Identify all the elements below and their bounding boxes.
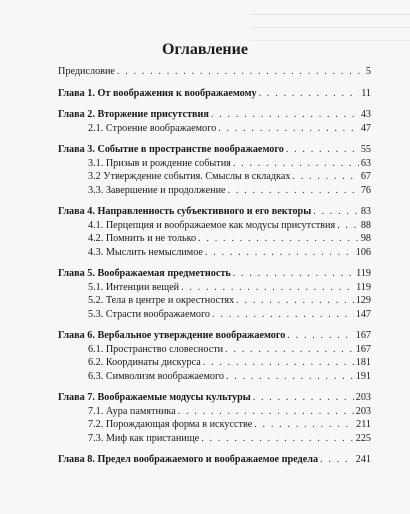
dot-leader <box>203 356 354 370</box>
toc-page-number: 83 <box>360 206 371 217</box>
toc-entry-title: Глава 2. Вторжение присутствия <box>58 109 209 120</box>
toc-entry-title: 2.1. Строение воображаемого <box>88 122 217 134</box>
toc-entry-title: 3.3. Завершение и продолжение <box>88 184 226 196</box>
toc-entry-title: 6.2. Координаты дискурса <box>88 357 201 368</box>
toc-entry-title: 5.3. Страсти воображаемого <box>88 308 211 320</box>
toc-entry-title: Глава 3. Событие в пространстве воображаемого <box>58 144 284 155</box>
toc-page-number: 106 <box>355 246 371 258</box>
toc-entry-title: 7.2. Порождающая форма в искусстве <box>88 419 253 430</box>
toc-page-number: 119 <box>356 281 371 293</box>
toc-entry-title: 3.2 Утверждение события. Смыслы в складках <box>88 171 291 182</box>
dot-leader <box>198 232 359 246</box>
toc-section-entry <box>58 294 371 308</box>
toc-section-entry <box>58 405 371 419</box>
toc-entry-title: Предисловие <box>58 66 115 77</box>
dot-leader <box>205 246 354 260</box>
toc-page-number: 241 <box>355 454 371 465</box>
toc-section-entry <box>58 122 371 136</box>
toc-entry-title: Глава 5. Воображаемая предметность <box>58 268 231 279</box>
toc-page-number: 55 <box>360 144 371 155</box>
toc-page-number: 119 <box>356 268 371 279</box>
toc-section-entry <box>58 281 371 295</box>
dot-leader <box>287 329 353 343</box>
toc-page-number: 63 <box>360 157 371 169</box>
toc-entry-title: 4.1. Перцепция и воображаемое как модусы присутствия <box>88 219 336 231</box>
dot-leader <box>292 170 358 184</box>
toc-entry-title: 7.1. Аура памятника <box>88 405 176 417</box>
toc-entry-title: 5.2. Тела в центре и окрестностях <box>88 295 235 306</box>
toc-section-entry <box>58 232 371 246</box>
toc-page-number: 129 <box>355 295 371 306</box>
toc-page-number: 181 <box>355 357 371 368</box>
toc-entry-title: 3.1. Призыв и рождение события <box>88 157 231 169</box>
toc-chapter-entry <box>58 205 371 219</box>
toc-chapter-entry <box>58 267 371 281</box>
dot-leader <box>337 219 359 233</box>
toc-section-entry <box>58 219 371 233</box>
toc-section-entry <box>58 184 371 198</box>
toc-page-number: 67 <box>360 171 371 182</box>
toc-section-entry <box>58 370 371 384</box>
toc-entry-title: 7.3. Миф как пристанище <box>88 432 200 444</box>
dot-leader <box>225 343 354 357</box>
toc-page-number: 191 <box>355 370 371 382</box>
toc-entry-title: Глава 1. От воображения к воображаемому <box>58 87 257 99</box>
toc-page-number: 203 <box>355 392 371 403</box>
toc-entry-title: 4.3. Мыслить немыслимое <box>88 246 203 258</box>
page-title: Оглавление <box>162 40 248 58</box>
toc-section-entry <box>58 343 371 357</box>
dot-leader <box>117 65 364 79</box>
dot-leader <box>313 205 359 219</box>
toc-section-entry <box>58 246 371 260</box>
toc-page-number: 47 <box>360 122 371 134</box>
toc-page-number: 167 <box>355 343 371 355</box>
toc-page-number: 147 <box>355 308 371 320</box>
toc-section-entry <box>58 170 371 184</box>
toc-section-entry <box>58 356 371 370</box>
toc-page-number: 76 <box>360 184 371 196</box>
toc-chapter-entry <box>58 391 371 405</box>
dot-leader <box>178 405 354 419</box>
toc-entry-title: Глава 7. Воображаемые модусы культуры <box>58 392 251 403</box>
dot-leader <box>233 157 359 171</box>
toc-page-number: 225 <box>355 432 371 444</box>
table-of-contents <box>58 65 371 467</box>
toc-section-entry <box>58 418 371 432</box>
toc-chapter-entry <box>58 87 371 101</box>
dot-leader <box>286 143 359 157</box>
toc-chapter-entry <box>58 143 371 157</box>
dot-leader <box>253 391 354 405</box>
dot-leader <box>181 281 354 295</box>
toc-section-entry <box>58 308 371 322</box>
dot-leader <box>201 432 354 446</box>
toc-page-number: 203 <box>355 405 371 417</box>
toc-entry-title: 4.2. Помнить и не только <box>88 233 197 244</box>
dot-leader <box>211 108 359 122</box>
toc-page-number: 167 <box>355 330 371 341</box>
toc-page-number: 98 <box>360 233 371 244</box>
dot-leader <box>218 122 359 136</box>
dot-leader <box>259 87 360 101</box>
dot-leader <box>233 267 354 281</box>
toc-page-number: 211 <box>356 419 371 430</box>
toc-page-number: 43 <box>360 109 371 120</box>
toc-chapter-entry <box>58 453 371 467</box>
toc-entry-title: Глава 8. Предел воображаемого и воображаемое предела <box>58 454 319 465</box>
toc-page-number: 88 <box>360 219 371 231</box>
dot-leader <box>228 184 359 198</box>
toc-chapter-entry <box>58 329 371 343</box>
toc-entry-title: 5.1. Интенции вещей <box>88 281 180 293</box>
dot-leader <box>320 453 354 467</box>
dot-leader <box>236 294 354 308</box>
dot-leader <box>212 308 354 322</box>
toc-page-number: 11 <box>361 87 371 99</box>
bleed-through-text <box>250 6 410 41</box>
toc-entry <box>58 65 371 79</box>
toc-section-entry <box>58 157 371 171</box>
toc-entry-title: 6.1. Пространство словесности <box>88 343 224 355</box>
toc-entry-title: Глава 6. Вербальное утверждение воображаемого <box>58 330 286 341</box>
toc-section-entry <box>58 432 371 446</box>
dot-leader <box>254 418 354 432</box>
dot-leader <box>226 370 354 384</box>
toc-chapter-entry <box>58 108 371 122</box>
toc-entry-title: Глава 4. Направленность субъективного и его векторы <box>58 206 312 217</box>
toc-page-number: 5 <box>365 66 371 77</box>
toc-entry-title: 6.3. Символизм воображаемого <box>88 370 224 382</box>
